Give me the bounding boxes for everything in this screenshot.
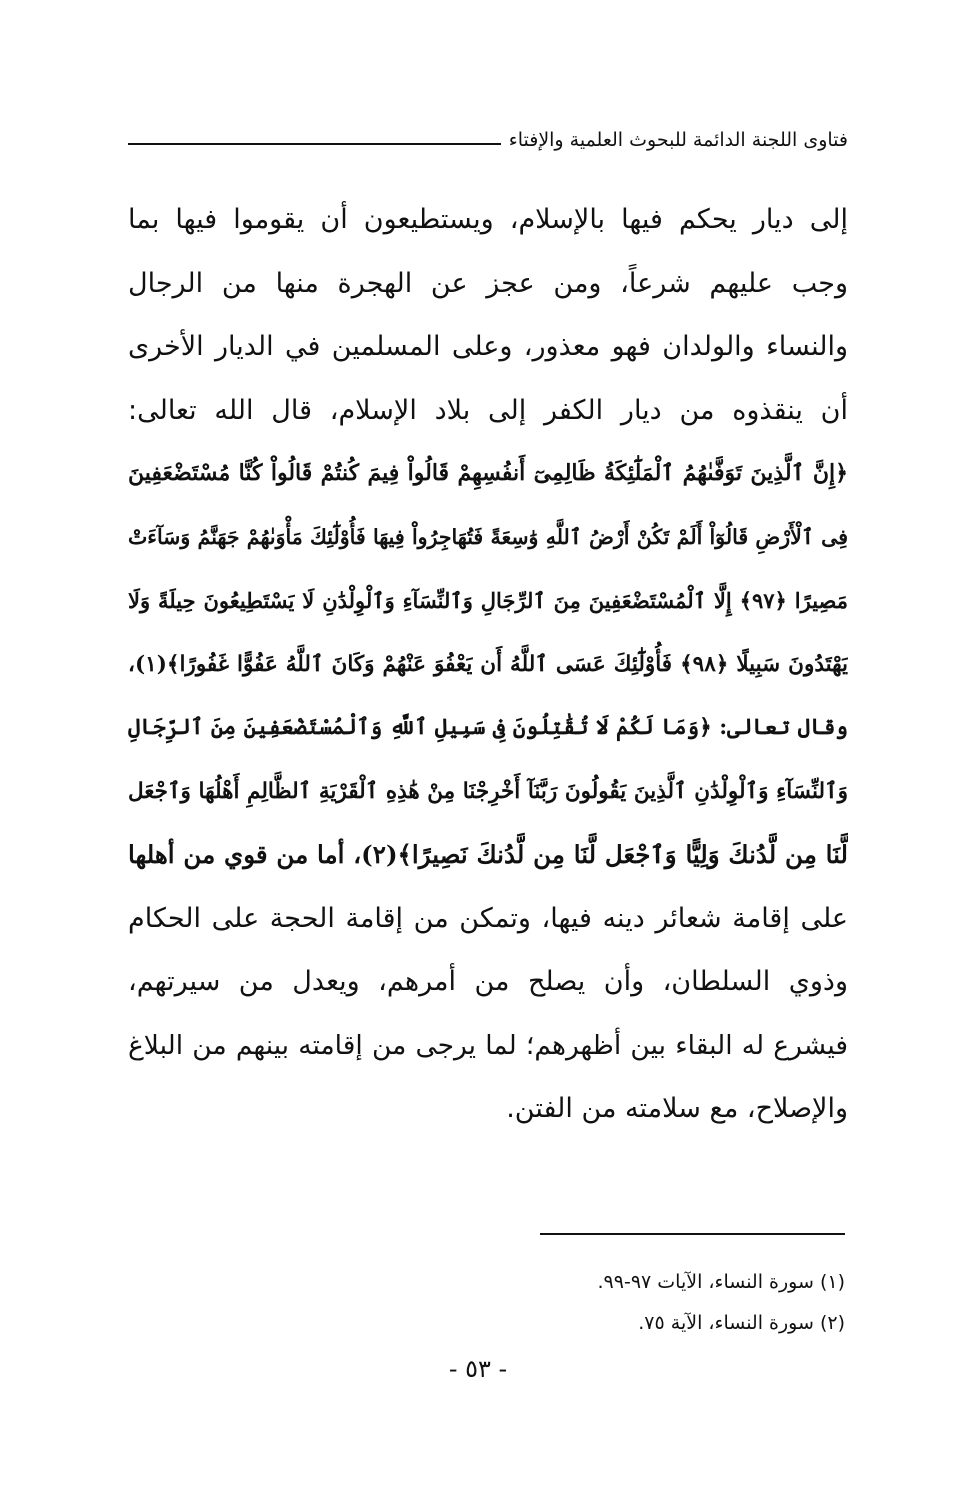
- text-line: أن ينقذوه من ديار الكفر إلى بلاد الإسلام، قال الله تعالى:: [128, 394, 848, 426]
- footnote-2: (٢) سورة النساء، الآية ٧٥.: [638, 1312, 845, 1334]
- text-line: والنساء والولدان فهو معذور، وعلى المسلمين في الديار الأخرى: [128, 331, 848, 362]
- quran-verse-line: مَصِيرًا ﴿٩٧﴾ إِلَّا ٱلْمُسْتَضْعَفِينَ مِنَ ٱلرِّجَالِ وَٱلنِّسَآءِ وَٱلْوِلْدَٰنِ لَا يَسْتَطِيعُونَ حِيلَةً وَلَا: [128, 588, 848, 613]
- footnote-1: (١) سورة النساء، الآيات ٩٧-٩٩.: [597, 1271, 845, 1293]
- quran-verse-line: وقال تعالى: ﴿وَمَا لَكُمْ لَا تُقَٰتِلُونَ فِى سَبِيلِ ٱللَّهِ وَٱلْمُسْتَضْعَفِينَ مِنَ ٱلرِّجَالِ: [128, 715, 848, 740]
- quran-verse-line: ﴿إِنَّ ٱلَّذِينَ تَوَفَّىٰهُمُ ٱلْمَلَٰٓئِكَةُ ظَالِمِىٓ أَنفُسِهِمْ قَالُواْ فِيمَ كُنتُمْ قَالُواْ كُنَّا مُسْتَضْعَفِينَ: [128, 460, 848, 486]
- footnote-rule: [540, 1233, 845, 1235]
- footnotes: [480, 1262, 845, 1344]
- body-text: [128, 188, 848, 1141]
- quran-verse-line: فِى ٱلْأَرْضِ قَالُوٓاْ أَلَمْ تَكُنْ أَرْضُ ٱللَّهِ وَٰسِعَةً فَتُهَاجِرُواْ فِيهَا فَأُوْلَٰٓئِكَ مَأْوَىٰهُمْ جَهَنَّمُ وَسَآءَتْ: [128, 524, 848, 549]
- text-line: وذوي السلطان، وأن يصلح من أمرهم، ويعدل من سيرتهم،: [128, 966, 848, 997]
- quran-verse-line: لَّنَا مِن لَّدُنكَ وَلِيًّا وَٱجْعَل لَّنَا مِن لَّدُنكَ نَصِيرًا﴾(٢)، أما من قوي من أهلها: [128, 840, 848, 869]
- quran-verse-line: وَٱلنِّسَآءِ وَٱلْوِلْدَٰنِ ٱلَّذِينَ يَقُولُونَ رَبَّنَآ أَخْرِجْنَا مِنْ هَٰذِهِ ٱلْقَرْيَةِ ٱلظَّالِمِ أَهْلُهَا وَٱجْعَل: [128, 778, 848, 804]
- running-header: [128, 120, 848, 160]
- text-line-last: والإصلاح، مع سلامته من الفتن.: [506, 1093, 848, 1124]
- text-line: وجب عليهم شرعاً، ومن عجز عن الهجرة منها من الرجال: [128, 267, 848, 299]
- quran-verse-line: يَهْتَدُونَ سَبِيلًا ﴿٩٨﴾ فَأُوْلَٰٓئِكَ عَسَى ٱللَّهُ أَن يَعْفُوَ عَنْهُمْ وَكَانَ ٱللَّهُ عَفُوًّا غَفُورًا﴾(١)،: [128, 651, 848, 677]
- text-line: فيشرع له البقاء بين أظهرهم؛ لما يرجى من إقامته بينهم من البلاغ: [128, 1029, 848, 1061]
- text-line: على إقامة شعائر دينه فيها، وتمكن من إقامة الحجة على الحكام: [128, 902, 848, 934]
- header-title: فتاوى اللجنة الدائمة للبحوث العلمية والإفتاء: [508, 129, 848, 151]
- header-rule: [128, 143, 501, 145]
- page-number: - ٥٣ -: [448, 1355, 508, 1383]
- text-line: إلى ديار يحكم فيها بالإسلام، ويستطيعون أن يقوموا فيها بما: [128, 204, 848, 235]
